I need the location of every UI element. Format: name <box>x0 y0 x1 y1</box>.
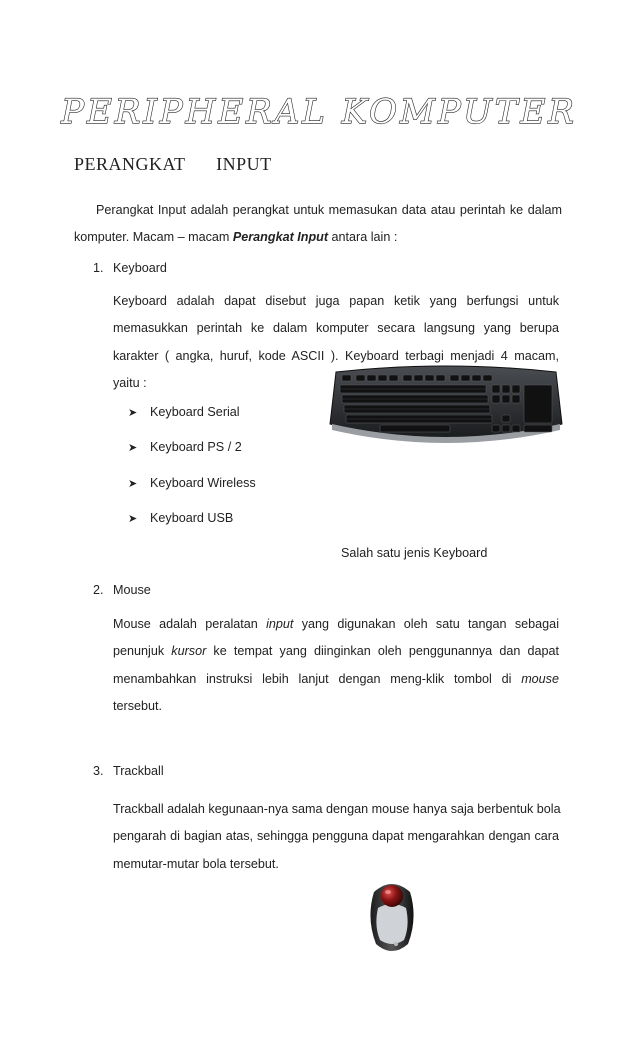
intro-emphasis: Perangkat Input <box>232 230 329 244</box>
arrowhead-bullet-icon: ➤ <box>128 513 138 525</box>
keyboard-image <box>328 362 564 446</box>
item-trackball-heading <box>93 764 164 778</box>
item-name: Trackball <box>113 764 164 778</box>
text-line: yaitu : <box>113 376 147 391</box>
list-item <box>128 511 233 525</box>
intro-text: komputer. Macam – macam <box>74 230 233 244</box>
list-item <box>128 476 256 490</box>
text-line <box>113 666 559 693</box>
section-heading: PERANGKAT INPUT <box>74 154 272 174</box>
text-run: penunjuk <box>113 644 172 659</box>
text-run: tersebut. <box>113 699 163 714</box>
mouse-description <box>113 611 559 721</box>
text-line <box>113 611 559 638</box>
trackball-description <box>113 796 559 878</box>
italic-term: mouse <box>521 671 559 686</box>
text-line: karakter ( angka, huruf, kode ASCII ). Keyboard terbagi menjadi 4 macam, <box>113 348 559 363</box>
list-item <box>128 405 240 419</box>
list-item <box>128 440 242 454</box>
intro-text-end: antara lain : <box>328 230 398 244</box>
list-item-label: Keyboard Serial <box>150 405 240 419</box>
text-line: memasukkan perintah ke dalam komputer secara langsung yang berupa <box>113 321 559 336</box>
text-run: ke tempat yang diinginkan oleh penggunannya dan dapat <box>206 644 559 659</box>
text-line <box>113 638 559 665</box>
intro-line-1: Perangkat Input adalah perangkat untuk memasukan data atau perintah ke dalam <box>96 203 562 217</box>
text-line: pengarah di bagian atas, sehingga pengguna dapat mengarahkan dengan cara <box>113 829 559 844</box>
text-run: menambahkan instruksi lebih lanjut dengan meng-klik tombol di <box>113 671 522 686</box>
keyboard-caption: Salah satu jenis Keyboard <box>341 546 488 560</box>
item-name: Mouse <box>113 583 151 597</box>
text-line: Trackball adalah kegunaan-nya sama dengan mouse hanya saja berbentuk bola <box>113 802 561 816</box>
item-name: Keyboard <box>113 261 167 275</box>
text-line <box>113 693 559 720</box>
intro-line-2 <box>74 223 574 251</box>
item-number: 1. <box>93 261 104 275</box>
text-line: Keyboard adalah dapat disebut juga papan ketik yang berfungsi untuk <box>113 294 559 308</box>
list-item-label: Keyboard Wireless <box>150 476 256 490</box>
item-number: 2. <box>93 583 104 597</box>
arrowhead-bullet-icon: ➤ <box>128 442 138 454</box>
list-item-label: Keyboard USB <box>150 511 234 525</box>
arrowhead-bullet-icon: ➤ <box>128 478 138 490</box>
list-item-label: Keyboard PS / 2 <box>150 440 242 454</box>
trackball-image <box>364 878 420 956</box>
document-title: PERIPHERAL KOMPUTER <box>61 92 577 132</box>
text-line: memutar-mutar bola tersebut. <box>113 856 279 871</box>
item-number: 3. <box>93 764 104 778</box>
arrowhead-bullet-icon: ➤ <box>128 407 138 419</box>
item-mouse-heading <box>93 583 151 597</box>
italic-term: input <box>266 617 294 631</box>
text-run: Mouse adalah peralatan <box>113 617 267 631</box>
italic-term: kursor <box>171 644 207 659</box>
text-run: yang digunakan oleh satu tangan sebagai <box>293 617 559 631</box>
item-keyboard-heading <box>93 261 167 275</box>
